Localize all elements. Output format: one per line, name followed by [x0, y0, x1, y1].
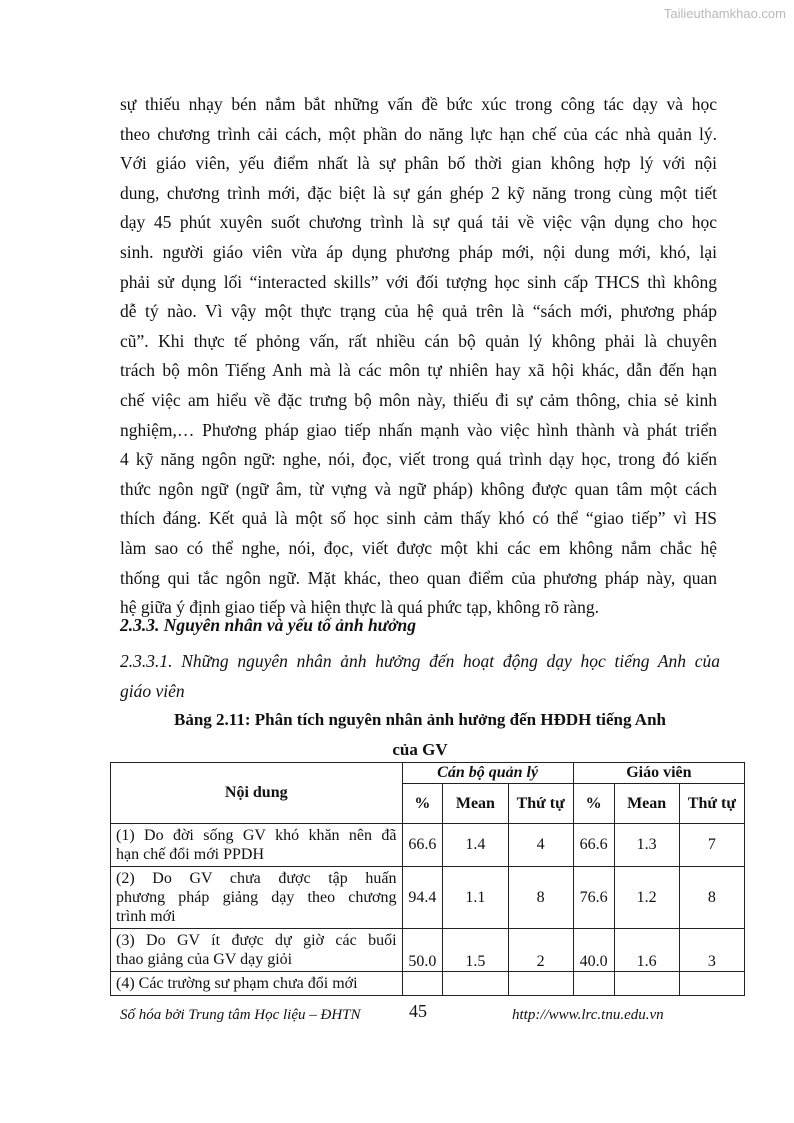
managers-rank: 8: [508, 867, 573, 929]
managers-mean: [443, 972, 508, 996]
managers-mean: 1.5: [443, 929, 508, 972]
paragraph-line: dung, chương trình mới, đặc biệt là sự gán ghép 2 kỹ năng trong cùng một tiết: [120, 182, 717, 203]
managers-pct: 66.6: [402, 824, 443, 867]
table-row: [111, 824, 745, 867]
teachers-pct: 76.6: [573, 867, 614, 929]
subsection-line: giáo viên: [120, 681, 185, 701]
header-mean: Mean: [614, 784, 679, 824]
teachers-pct: 40.0: [573, 929, 614, 972]
paragraph-line: dạy 45 phút xuyên suốt chương trình là sự quá tải về việc vận dụng cho học: [120, 212, 717, 233]
teachers-rank: 7: [679, 824, 744, 867]
row-description: [111, 867, 403, 929]
teachers-pct: [573, 972, 614, 996]
managers-rank: 4: [508, 824, 573, 867]
managers-mean: 1.4: [443, 824, 508, 867]
table-row: [111, 867, 745, 929]
managers-mean: 1.1: [443, 867, 508, 929]
paragraph-line: làm sao có thể nghe, nói, đọc, viết được một khi các em không nắm chắc hệ: [120, 537, 717, 558]
paragraph-line: thích đáng. Kết quả là một số học sinh cảm thấy khó có thể “giao tiếp” vì HS: [120, 508, 717, 529]
row-line: (3) Do GV ít được dự giờ các buổi: [116, 932, 397, 949]
paragraph-line: thức ngôn ngữ (ngữ âm, từ vựng và ngữ pháp) không được quan tâm một cách: [120, 478, 717, 499]
section-heading: 2.3.3. Nguyên nhân và yếu tố ảnh hưởng: [120, 615, 417, 635]
row-description: [111, 972, 403, 996]
header-managers: Cán bộ quản lý: [402, 763, 573, 784]
managers-pct: 50.0: [402, 929, 443, 972]
header-teachers: Giáo viên: [573, 763, 744, 784]
table-row: [111, 972, 745, 996]
row-line: thao giảng của GV dạy giỏi: [116, 951, 293, 968]
body-paragraph: [120, 90, 717, 623]
teachers-mean: [614, 972, 679, 996]
row-description: [111, 929, 403, 972]
paragraph-line: 4 kỹ năng ngôn ngữ: nghe, nói, đọc, viết trong quá trình dạy học, trong đó kiến: [120, 449, 717, 470]
cause-analysis-table: [110, 762, 745, 996]
managers-rank: [508, 972, 573, 996]
managers-pct: 94.4: [402, 867, 443, 929]
row-line: (2) Do GV chưa được tập huấn: [116, 870, 397, 887]
table-row: [111, 929, 745, 972]
paragraph-line: sự thiếu nhạy bén nắm bắt những vấn đề bức xúc trong công tác dạy và học: [120, 94, 717, 114]
paragraph-line: Với giáo viên, yếu điểm nhất là sự phân bố thời gian không hợp lý với nội: [120, 153, 717, 174]
row-line: trình mới: [116, 908, 176, 925]
page-number: 45: [409, 1001, 427, 1021]
header-content: Nội dung: [111, 763, 403, 824]
paragraph-line: trách bộ môn Tiếng Anh mà là các môn tự nhiên hay xã hội khác, dẫn đến hạn: [120, 360, 717, 381]
paragraph-line: phải sử dụng lối “interacted skills” với đối tượng học sinh cấp THCS thì không: [120, 271, 717, 292]
paragraph-line: sinh. người giáo viên vừa áp dụng phương pháp mới, nội dung mới, khó, lại: [120, 241, 717, 262]
teachers-mean: 1.2: [614, 867, 679, 929]
table-caption: [110, 705, 730, 765]
paragraph-line: cũ”. Khi thực tế phỏng vấn, rất nhiều cán bộ quản lý không phải là chuyên: [120, 330, 717, 351]
table-header-row: [111, 763, 745, 784]
teachers-mean: 1.3: [614, 824, 679, 867]
row-line: phương pháp giảng dạy theo chương: [116, 889, 397, 906]
paragraph-line: nghiệm,… Phương pháp giao tiếp nhấn mạnh vào việc hình thành và phát triển: [120, 419, 717, 440]
teachers-rank: [679, 972, 744, 996]
row-line: (1) Do đời sống GV khó khăn nên đã: [116, 827, 397, 844]
header-mean: Mean: [443, 784, 508, 824]
teachers-mean: 1.6: [614, 929, 679, 972]
row-description: [111, 824, 403, 867]
footer-source: Số hóa bởi Trung tâm Học liệu – ĐHTN: [120, 1007, 361, 1023]
subsection-line: 2.3.3.1. Những nguyên nhân ảnh hưởng đến hoạt động dạy học tiếng Anh của: [120, 651, 720, 671]
paragraph-line: chế việc am hiểu về đặc trưng bộ môn này, thiếu đi sự cảm thông, chia sẻ kinh: [120, 389, 717, 410]
row-line: hạn chế đổi mới PPDH: [116, 846, 265, 863]
teachers-rank: 3: [679, 929, 744, 972]
caption-line: Bảng 2.11: Phân tích nguyên nhân ảnh hưởng đến HĐDH tiếng Anh: [174, 710, 666, 729]
header-pct: %: [402, 784, 443, 824]
managers-rank: 2: [508, 929, 573, 972]
subsection-heading: [120, 646, 720, 706]
header-pct: %: [573, 784, 614, 824]
paragraph-line: dễ tý nào. Vì vậy một thực trạng của hệ quả trên là “sách mới, phương pháp: [120, 301, 717, 322]
teachers-pct: 66.6: [573, 824, 614, 867]
header-rank: Thứ tự: [508, 784, 573, 824]
paragraph-line: hệ giữa ý định giao tiếp và hiện thực là quá phức tạp, không rõ ràng.: [120, 597, 599, 618]
caption-line: của GV: [392, 740, 448, 759]
footer-url: http://www.lrc.tnu.edu.vn: [512, 1007, 664, 1023]
paragraph-line: theo chương trình cải cách, một phần do năng lực hạn chế của các nhà quản lý.: [120, 123, 717, 144]
row-line: (4) Các trường sư phạm chưa đổi mới: [116, 975, 358, 992]
teachers-rank: 8: [679, 867, 744, 929]
watermark: Tailieuthamkhao.com: [663, 6, 786, 21]
header-rank: Thứ tự: [679, 784, 744, 824]
managers-pct: [402, 972, 443, 996]
paragraph-line: thống qui tắc ngôn ngữ. Mặt khác, theo quan điểm của phương pháp này, quan: [120, 567, 717, 588]
